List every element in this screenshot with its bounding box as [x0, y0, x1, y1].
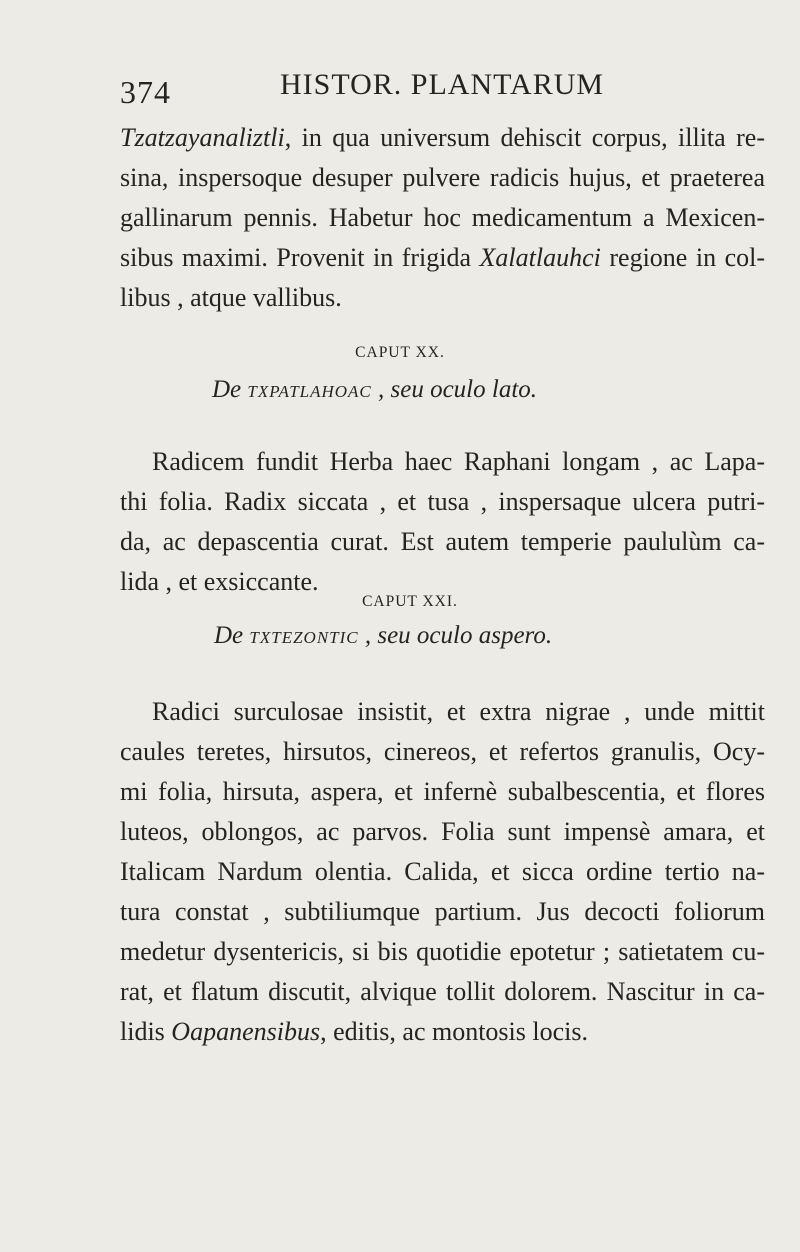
text-line: caules teretes, hirsutos, cinereos, et refertos granulis, Ocy- [120, 737, 765, 766]
paragraph-intro [120, 118, 765, 318]
text-line: Italicam Nardum olentia. Calida, et sicca ordine tertio na- [120, 857, 765, 886]
chapter-heading: CAPUT XXI. [362, 593, 458, 610]
text-line: da, ac depascentia curat. Est autem temperie paululùm ca- [120, 527, 765, 556]
place-name: Oapanensibus [171, 1017, 321, 1046]
text-line: libus , atque vallibus. [120, 283, 342, 312]
text-line: sina, inspersoque desuper pulvere radicis hujus, et praeterea [120, 163, 765, 192]
plant-name: TXPATLAHOAC [247, 382, 372, 401]
page-header [120, 68, 760, 108]
chapter-21-text [120, 692, 765, 1052]
text-line: lidis Oapanensibus, editis, ac montosis locis. [120, 1017, 588, 1046]
text-line: medetur dysentericis, si bis quotidie epotetur ; satietatem cu- [120, 937, 765, 966]
text-line: tura constat , subtiliumque partium. Jus decocti foliorum [120, 897, 765, 926]
running-head: HISTOR. PLANTARUM [280, 68, 605, 101]
chapter-title: De TXPATLAHOAC , seu oculo lato. [212, 376, 538, 403]
text-line: mi folia, hirsuta, aspera, et infernè subalbescentia, et flores [120, 777, 765, 806]
text-line: Radicem fundit Herba haec Raphani longam , ac Lapa- [152, 447, 765, 476]
plant-name: Tzatzayanaliztli [120, 123, 285, 152]
text-line: gallinarum pennis. Habetur hoc medicamentum a Mexicen- [120, 203, 765, 232]
place-name: Xalatlauhci [479, 243, 601, 272]
text-line: sibus maximi. Provenit in frigida Xalatlauhci regione in col- [120, 243, 765, 272]
text-line: Tzatzayanaliztli, in qua universum dehiscit corpus, illita re- [120, 123, 765, 152]
chapter-heading: CAPUT XX. [355, 344, 445, 361]
text-line: luteos, oblongos, ac parvos. Folia sunt impensè amara, et [120, 817, 765, 846]
plant-name: TXTEZONTIC [249, 628, 359, 647]
text-line: lida , et exsiccante. [120, 567, 319, 596]
text-line: thi folia. Radix siccata , et tusa , inspersaque ulcera putri- [120, 487, 765, 516]
text-line: rat, et flatum discutit, alvique tollit dolorem. Nascitur in ca- [120, 977, 765, 1006]
page-number: 374 [120, 74, 171, 110]
text-line: Radici surculosae insistit, et extra nigrae , unde mittit [152, 697, 765, 726]
chapter-20-text [120, 442, 765, 602]
chapter-title: De TXTEZONTIC , seu oculo aspero. [214, 622, 553, 649]
